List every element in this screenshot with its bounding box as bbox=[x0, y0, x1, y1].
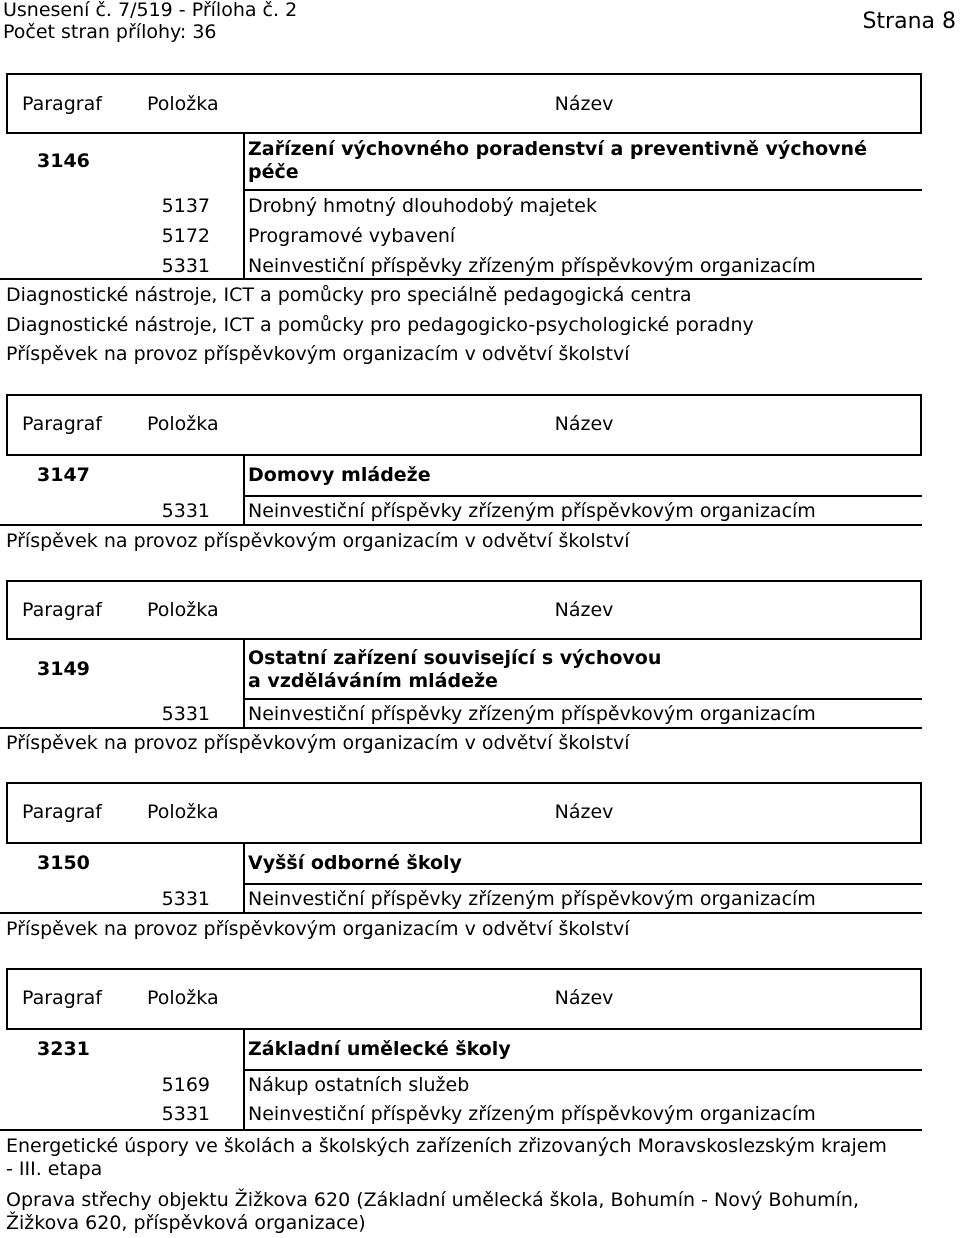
column-header-nazev: Název bbox=[554, 413, 614, 435]
paragraf-code: 3147 bbox=[37, 464, 90, 486]
paragraf-title-line2: a vzděláváním mládeže bbox=[248, 670, 498, 692]
paragraf-title-line1: Ostatní zařízení související s výchovou bbox=[248, 647, 662, 669]
section-bottom-line bbox=[0, 912, 922, 914]
column-header-paragraf: Paragraf bbox=[22, 413, 102, 435]
column-divider bbox=[243, 640, 245, 729]
note-line: Příspěvek na provoz příspěvkovým organizacím v odvětví školství bbox=[6, 918, 630, 940]
table-border-right bbox=[920, 968, 922, 1030]
table-border-top bbox=[6, 782, 922, 784]
column-header-nazev: Název bbox=[554, 599, 614, 621]
column-header-paragraf: Paragraf bbox=[22, 599, 102, 621]
table-border-top bbox=[6, 73, 922, 75]
table-border-left bbox=[6, 73, 8, 134]
table-border-left bbox=[6, 968, 8, 1030]
column-header-paragraf: Paragraf bbox=[22, 987, 102, 1009]
paragraf-code: 3146 bbox=[37, 150, 90, 172]
note-line: Diagnostické nástroje, ICT a pomůcky pro speciálně pedagogická centra bbox=[6, 284, 692, 306]
paragraf-title: Zařízení výchovného poradenství a preventivně výchovné péče bbox=[248, 138, 867, 183]
section-bottom-line bbox=[0, 524, 922, 526]
section-bottom-line bbox=[0, 1129, 922, 1131]
row-divider bbox=[243, 189, 922, 191]
table-border-top bbox=[6, 394, 922, 396]
note-line: Příspěvek na provoz příspěvkovým organizacím v odvětví školství bbox=[6, 530, 630, 552]
table-header-divider bbox=[6, 132, 922, 134]
row-divider bbox=[243, 1069, 922, 1071]
paragraf-code: 3231 bbox=[37, 1038, 90, 1060]
item-code: 5331 bbox=[161, 1103, 210, 1125]
item-name: Programové vybavení bbox=[248, 225, 456, 247]
item-name: Drobný hmotný dlouhodobý majetek bbox=[248, 195, 597, 217]
note-line: Příspěvek na provoz příspěvkovým organizacím v odvětví školství bbox=[6, 343, 630, 365]
section-bottom-line bbox=[0, 278, 922, 280]
item-code: 5331 bbox=[161, 888, 210, 910]
table-header-divider bbox=[6, 638, 922, 640]
column-header-nazev: Název bbox=[554, 987, 614, 1009]
note-line: Příspěvek na provoz příspěvkovým organizacím v odvětví školství bbox=[6, 732, 630, 754]
item-code: 5169 bbox=[161, 1074, 210, 1096]
column-header-polozka: Položka bbox=[147, 987, 219, 1009]
column-header-polozka: Položka bbox=[147, 599, 219, 621]
table-border-right bbox=[920, 73, 922, 134]
item-name: Nákup ostatních služeb bbox=[248, 1074, 470, 1096]
paragraf-code: 3149 bbox=[37, 658, 90, 680]
attachment-page-count: Počet stran přílohy: 36 bbox=[3, 21, 217, 43]
row-divider bbox=[243, 698, 922, 700]
paragraf-title: Základní umělecké školy bbox=[248, 1038, 511, 1060]
column-header-nazev: Název bbox=[554, 93, 614, 115]
table-border-top bbox=[6, 968, 922, 970]
table-border-left bbox=[6, 394, 8, 456]
table-header-divider bbox=[6, 1028, 922, 1030]
item-code: 5331 bbox=[161, 500, 210, 522]
item-name: Neinvestiční příspěvky zřízeným příspěvkovým organizacím bbox=[248, 255, 816, 277]
row-divider bbox=[243, 495, 922, 497]
note-line: Diagnostické nástroje, ICT a pomůcky pro pedagogicko-psychologické poradny bbox=[6, 314, 754, 336]
table-border-top bbox=[6, 580, 922, 582]
item-code: 5331 bbox=[161, 703, 210, 725]
section-bottom-line bbox=[0, 727, 922, 729]
table-border-right bbox=[920, 782, 922, 844]
table-border-right bbox=[920, 580, 922, 640]
column-divider bbox=[243, 134, 245, 280]
column-header-polozka: Položka bbox=[147, 413, 219, 435]
column-header-polozka: Položka bbox=[147, 801, 219, 823]
table-border-left bbox=[6, 782, 8, 844]
table-border-right bbox=[920, 394, 922, 456]
column-header-paragraf: Paragraf bbox=[22, 801, 102, 823]
table-header-divider bbox=[6, 842, 922, 844]
table-header-divider bbox=[6, 454, 922, 456]
paragraf-code: 3150 bbox=[37, 852, 90, 874]
column-divider bbox=[243, 844, 245, 914]
note-line: Energetické úspory ve školách a školských zařízeních zřizovaných Moravskoslezským krajem - III. etapa bbox=[6, 1135, 887, 1180]
paragraf-title: Domovy mládeže bbox=[248, 464, 431, 486]
column-header-paragraf: Paragraf bbox=[22, 93, 102, 115]
paragraf-title: Vyšší odborné školy bbox=[248, 852, 462, 874]
row-divider bbox=[243, 883, 922, 885]
page-number: Strana 8 bbox=[862, 9, 956, 34]
note-line: Oprava střechy objektu Žižkova 620 (Základní umělecká škola, Bohumín - Nový Bohumín, Žižkova 620, příspěvková organizace) bbox=[6, 1189, 859, 1234]
item-name: Neinvestiční příspěvky zřízeným příspěvkovým organizacím bbox=[248, 1103, 816, 1125]
item-name: Neinvestiční příspěvky zřízeným příspěvkovým organizacím bbox=[248, 888, 816, 910]
table-border-left bbox=[6, 580, 8, 640]
item-code: 5137 bbox=[161, 195, 210, 217]
resolution-title: Usnesení č. 7/519 - Příloha č. 2 bbox=[3, 0, 298, 21]
column-header-nazev: Název bbox=[554, 801, 614, 823]
column-divider bbox=[243, 1030, 245, 1131]
column-divider bbox=[243, 456, 245, 526]
column-header-polozka: Položka bbox=[147, 93, 219, 115]
item-code: 5331 bbox=[161, 255, 210, 277]
item-code: 5172 bbox=[161, 225, 210, 247]
item-name: Neinvestiční příspěvky zřízeným příspěvkovým organizacím bbox=[248, 500, 816, 522]
item-name: Neinvestiční příspěvky zřízeným příspěvkovým organizacím bbox=[248, 703, 816, 725]
